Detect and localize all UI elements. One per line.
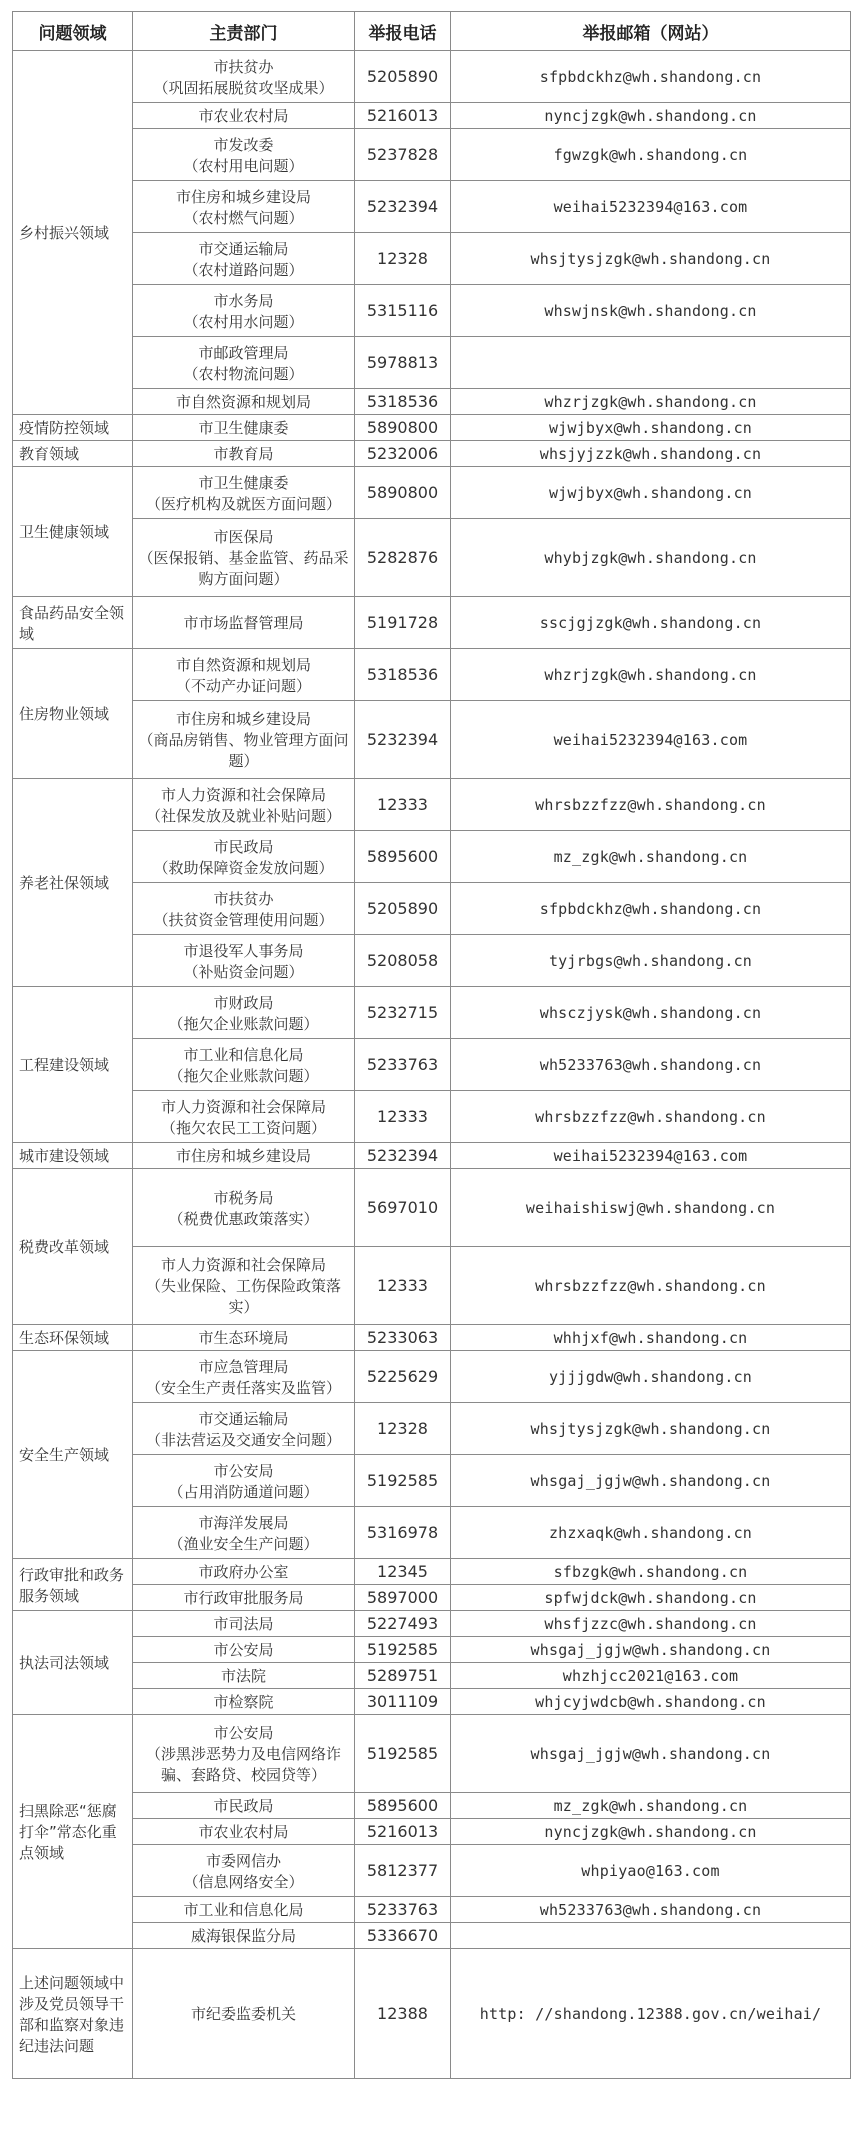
phone-cell: 5216013 <box>355 1819 451 1845</box>
dept-name: 市检察院 <box>213 1693 274 1711</box>
email-cell[interactable]: yjjjgdw@wh.shandong.cn <box>451 1351 851 1403</box>
dept-cell <box>133 1637 355 1663</box>
dept-name: 市退役军人事务局 <box>183 941 304 960</box>
phone-cell: 12328 <box>355 233 451 285</box>
phone-cell: 5978813 <box>355 337 451 389</box>
dept-cell <box>133 181 355 233</box>
dept-name: 市公安局 <box>213 1461 274 1480</box>
email-cell[interactable]: weihaishiswj@wh.shandong.cn <box>451 1169 851 1247</box>
area-cell: 乡村振兴领域 <box>13 51 133 415</box>
table-row <box>13 1455 851 1507</box>
dept-scope: （救助保障资金发放问题） <box>153 858 334 877</box>
phone-cell: 5227493 <box>355 1611 451 1637</box>
phone-cell: 5205890 <box>355 883 451 935</box>
area-cell: 执法司法领域 <box>13 1611 133 1715</box>
phone-cell: 5192585 <box>355 1715 451 1793</box>
table-row <box>13 701 851 779</box>
dept-cell <box>133 1325 355 1351</box>
dept-cell <box>133 831 355 883</box>
phone-cell: 5233063 <box>355 1325 451 1351</box>
phone-cell: 5289751 <box>355 1663 451 1689</box>
table-row <box>13 987 851 1039</box>
dept-scope: （农村物流问题） <box>183 364 304 383</box>
dept-cell <box>133 415 355 441</box>
header-email: 举报邮箱（网站） <box>451 12 851 51</box>
table-row <box>13 1663 851 1689</box>
email-cell[interactable]: whsfjzzc@wh.shandong.cn <box>451 1611 851 1637</box>
dept-cell <box>133 1039 355 1091</box>
table-row <box>13 1091 851 1143</box>
email-cell[interactable]: whrsbzzfzz@wh.shandong.cn <box>451 1247 851 1325</box>
phone-cell: 5282876 <box>355 519 451 597</box>
dept-cell <box>133 1559 355 1585</box>
dept-name: 市工业和信息化局 <box>183 1045 304 1064</box>
dept-cell <box>133 701 355 779</box>
dept-name: 市农业农村局 <box>198 107 289 125</box>
phone-cell: 12388 <box>355 1949 451 2079</box>
email-cell[interactable]: weihai5232394@163.com <box>451 181 851 233</box>
area-cell: 食品药品安全领域 <box>13 597 133 649</box>
dept-name: 市邮政管理局 <box>198 343 289 362</box>
email-cell[interactable]: fgwzgk@wh.shandong.cn <box>451 129 851 181</box>
dept-cell <box>133 1169 355 1247</box>
dept-name: 市自然资源和规划局 <box>175 655 311 674</box>
email-cell[interactable] <box>451 1923 851 1949</box>
table-row <box>13 389 851 415</box>
dept-name: 市自然资源和规划局 <box>175 393 311 411</box>
dept-scope: （不动产办证问题） <box>175 676 311 695</box>
phone-cell: 5895600 <box>355 1793 451 1819</box>
table-row <box>13 415 851 441</box>
email-cell[interactable] <box>451 337 851 389</box>
dept-name: 市海洋发展局 <box>198 1513 289 1532</box>
dept-cell <box>133 1585 355 1611</box>
email-cell[interactable]: whrsbzzfzz@wh.shandong.cn <box>451 1091 851 1143</box>
table-row <box>13 1949 851 2079</box>
dept-scope: （拖欠企业账款问题） <box>168 1014 319 1033</box>
dept-name: 市交通运输局 <box>198 239 289 258</box>
dept-cell <box>133 1793 355 1819</box>
email-cell[interactable]: whjcyjwdcb@wh.shandong.cn <box>451 1689 851 1715</box>
email-cell[interactable]: nyncjzgk@wh.shandong.cn <box>451 1819 851 1845</box>
area-cell: 卫生健康领域 <box>13 467 133 597</box>
email-cell[interactable]: whpiyao@163.com <box>451 1845 851 1897</box>
table-row <box>13 285 851 337</box>
phone-cell: 5697010 <box>355 1169 451 1247</box>
dept-name: 市应急管理局 <box>198 1357 289 1376</box>
phone-cell: 5232394 <box>355 1143 451 1169</box>
phone-cell: 5318536 <box>355 389 451 415</box>
dept-cell <box>133 285 355 337</box>
dept-cell <box>133 467 355 519</box>
email-cell[interactable]: whrsbzzfzz@wh.shandong.cn <box>451 779 851 831</box>
dept-cell <box>133 1689 355 1715</box>
header-dept: 主责部门 <box>133 12 355 51</box>
email-cell[interactable]: zhzxaqk@wh.shandong.cn <box>451 1507 851 1559</box>
dept-scope: （失业保险、工伤保险政策落实） <box>145 1277 341 1316</box>
table-row <box>13 103 851 129</box>
email-cell[interactable]: wjwjbyx@wh.shandong.cn <box>451 415 851 441</box>
phone-cell: 5232394 <box>355 181 451 233</box>
table-row <box>13 1559 851 1585</box>
table-row <box>13 1585 851 1611</box>
dept-cell <box>133 1091 355 1143</box>
dept-name: 市人力资源和社会保障局 <box>160 785 326 804</box>
area-cell: 城市建设领域 <box>13 1143 133 1169</box>
area-cell: 生态环保领域 <box>13 1325 133 1351</box>
dept-scope: （农村道路问题） <box>183 260 304 279</box>
dept-scope: （拖欠农民工工资问题） <box>160 1118 326 1137</box>
dept-cell <box>133 649 355 701</box>
phone-cell: 5237828 <box>355 129 451 181</box>
table-row <box>13 1169 851 1247</box>
dept-cell <box>133 1897 355 1923</box>
dept-scope: （渔业安全生产问题） <box>168 1534 319 1553</box>
dept-scope: （补贴资金问题） <box>183 962 304 981</box>
phone-cell: 12328 <box>355 1403 451 1455</box>
dept-scope: （拖欠企业账款问题） <box>168 1066 319 1085</box>
dept-name: 市水务局 <box>213 291 274 310</box>
dept-cell <box>133 389 355 415</box>
table-row <box>13 1611 851 1637</box>
dept-scope: （涉黑涉恶势力及电信网络诈骗、套路贷、校园贷等） <box>145 1745 341 1784</box>
header-area: 问题领域 <box>13 12 133 51</box>
dept-cell <box>133 779 355 831</box>
dept-name: 市委网信办 <box>205 1851 281 1870</box>
email-cell[interactable]: mz_zgk@wh.shandong.cn <box>451 831 851 883</box>
email-cell[interactable]: whzrjzgk@wh.shandong.cn <box>451 389 851 415</box>
table-row <box>13 337 851 389</box>
dept-scope: （农村燃气问题） <box>183 208 304 227</box>
dept-cell <box>133 935 355 987</box>
phone-cell: 5318536 <box>355 649 451 701</box>
table-row <box>13 1897 851 1923</box>
dept-cell <box>133 103 355 129</box>
phone-cell: 12333 <box>355 1247 451 1325</box>
dept-name: 市人力资源和社会保障局 <box>160 1256 326 1274</box>
phone-cell: 5232715 <box>355 987 451 1039</box>
dept-name: 市纪委监委机关 <box>190 2005 296 2023</box>
dept-scope: （农村用水问题） <box>183 312 304 331</box>
area-cell: 教育领域 <box>13 441 133 467</box>
phone-cell: 5336670 <box>355 1923 451 1949</box>
area-cell: 疫情防控领域 <box>13 415 133 441</box>
email-cell[interactable]: whsgaj_jgjw@wh.shandong.cn <box>451 1455 851 1507</box>
dept-name: 市扶贫办 <box>213 889 274 908</box>
phone-cell: 5192585 <box>355 1455 451 1507</box>
table-row <box>13 1351 851 1403</box>
area-cell: 住房物业领域 <box>13 649 133 779</box>
dept-cell <box>133 1611 355 1637</box>
phone-cell: 5315116 <box>355 285 451 337</box>
phone-cell: 5890800 <box>355 415 451 441</box>
dept-cell <box>133 1247 355 1325</box>
area-cell: 扫黑除恶“惩腐打伞”常态化重点领域 <box>13 1715 133 1949</box>
dept-name: 市教育局 <box>213 445 274 463</box>
email-cell[interactable]: whswjnsk@wh.shandong.cn <box>451 285 851 337</box>
dept-name: 市农业农村局 <box>198 1823 289 1841</box>
email-cell[interactable]: whsjtysjzgk@wh.shandong.cn <box>451 233 851 285</box>
email-cell[interactable]: whzrjzgk@wh.shandong.cn <box>451 649 851 701</box>
dept-cell <box>133 1949 355 2079</box>
table-row <box>13 1507 851 1559</box>
dept-name: 市住房和城乡建设局 <box>175 1147 311 1165</box>
dept-scope: （扶贫资金管理使用问题） <box>153 910 334 929</box>
table-row <box>13 831 851 883</box>
table-row <box>13 51 851 103</box>
phone-cell: 5225629 <box>355 1351 451 1403</box>
table-row <box>13 597 851 649</box>
phone-cell: 3011109 <box>355 1689 451 1715</box>
dept-name: 市工业和信息化局 <box>183 1901 304 1919</box>
table-row <box>13 883 851 935</box>
table-row <box>13 181 851 233</box>
dept-name: 市扶贫办 <box>213 57 274 76</box>
email-cell[interactable]: whsjyjzzk@wh.shandong.cn <box>451 441 851 467</box>
table-row <box>13 519 851 597</box>
dept-name: 市法院 <box>220 1667 266 1685</box>
email-cell[interactable]: wh5233763@wh.shandong.cn <box>451 1039 851 1091</box>
dept-scope: （农村用电问题） <box>183 156 304 175</box>
dept-name: 市司法局 <box>213 1615 274 1633</box>
email-cell[interactable]: wh5233763@wh.shandong.cn <box>451 1897 851 1923</box>
table-row <box>13 1923 851 1949</box>
email-cell[interactable]: http: //shandong.12388.gov.cn/weihai/ <box>451 1949 851 2079</box>
dept-cell <box>133 441 355 467</box>
dept-cell <box>133 1715 355 1793</box>
dept-name: 市市场监督管理局 <box>183 614 304 632</box>
dept-cell <box>133 129 355 181</box>
dept-cell <box>133 883 355 935</box>
email-cell[interactable]: whsjtysjzgk@wh.shandong.cn <box>451 1403 851 1455</box>
table-row <box>13 233 851 285</box>
area-cell: 安全生产领域 <box>13 1351 133 1559</box>
email-cell[interactable]: weihai5232394@163.com <box>451 701 851 779</box>
dept-name: 市税务局 <box>213 1188 274 1207</box>
email-cell[interactable]: weihai5232394@163.com <box>451 1143 851 1169</box>
phone-cell: 5192585 <box>355 1637 451 1663</box>
phone-cell: 12345 <box>355 1559 451 1585</box>
email-cell[interactable]: whsgaj_jgjw@wh.shandong.cn <box>451 1637 851 1663</box>
dept-scope: （信息网络安全） <box>183 1872 304 1891</box>
table-row <box>13 441 851 467</box>
table-row <box>13 1793 851 1819</box>
phone-cell: 5205890 <box>355 51 451 103</box>
dept-scope: （非法营运及交通安全问题） <box>145 1430 341 1449</box>
email-cell[interactable]: wjwjbyx@wh.shandong.cn <box>451 467 851 519</box>
dept-cell <box>133 1143 355 1169</box>
phone-cell: 5316978 <box>355 1507 451 1559</box>
email-cell[interactable]: whsgaj_jgjw@wh.shandong.cn <box>451 1715 851 1793</box>
dept-scope: （巩固拓展脱贫攻坚成果） <box>153 78 334 97</box>
email-cell[interactable]: mz_zgk@wh.shandong.cn <box>451 1793 851 1819</box>
dept-cell <box>133 1403 355 1455</box>
email-cell[interactable]: spfwjdck@wh.shandong.cn <box>451 1585 851 1611</box>
dept-name: 市生态环境局 <box>198 1329 289 1347</box>
email-cell[interactable]: whybjzgk@wh.shandong.cn <box>451 519 851 597</box>
phone-cell: 5890800 <box>355 467 451 519</box>
email-cell[interactable]: whhjxf@wh.shandong.cn <box>451 1325 851 1351</box>
area-cell: 上述问题领域中涉及党员领导干部和监察对象违纪违法问题 <box>13 1949 133 2079</box>
phone-cell: 12333 <box>355 1091 451 1143</box>
dept-cell <box>133 1845 355 1897</box>
table-row <box>13 1845 851 1897</box>
dept-cell <box>133 1819 355 1845</box>
table-row <box>13 1403 851 1455</box>
email-cell[interactable]: sscjgjzgk@wh.shandong.cn <box>451 597 851 649</box>
phone-cell: 5232006 <box>355 441 451 467</box>
dept-scope: （占用消防通道问题） <box>168 1482 319 1501</box>
phone-cell: 5233763 <box>355 1039 451 1091</box>
table-row <box>13 129 851 181</box>
table-row <box>13 1247 851 1325</box>
dept-cell <box>133 1923 355 1949</box>
dept-name: 市民政局 <box>213 837 274 856</box>
phone-cell: 5191728 <box>355 597 451 649</box>
dept-name: 威海银保监分局 <box>190 1927 296 1945</box>
table-row <box>13 935 851 987</box>
phone-cell: 5232394 <box>355 701 451 779</box>
header-phone: 举报电话 <box>355 12 451 51</box>
dept-name: 市住房和城乡建设局 <box>175 187 311 206</box>
dept-cell <box>133 1663 355 1689</box>
dept-name: 市发改委 <box>213 135 274 154</box>
dept-name: 市住房和城乡建设局 <box>175 710 311 728</box>
phone-cell: 5233763 <box>355 1897 451 1923</box>
dept-cell <box>133 337 355 389</box>
area-cell: 行政审批和政务服务领域 <box>13 1559 133 1611</box>
table-row <box>13 1819 851 1845</box>
dept-cell <box>133 597 355 649</box>
dept-cell <box>133 987 355 1039</box>
dept-name: 市卫生健康委 <box>198 419 289 437</box>
dept-scope: （安全生产责任落实及监管） <box>145 1378 341 1397</box>
dept-name: 市民政局 <box>213 1797 274 1815</box>
dept-scope: （社保发放及就业补贴问题） <box>145 806 341 825</box>
area-cell: 税费改革领域 <box>13 1169 133 1325</box>
email-cell[interactable]: nyncjzgk@wh.shandong.cn <box>451 103 851 129</box>
reporting-contacts-table <box>12 11 851 2079</box>
area-cell: 养老社保领域 <box>13 779 133 987</box>
dept-name: 市医保局 <box>213 528 274 546</box>
dept-name: 市行政审批服务局 <box>183 1589 304 1607</box>
email-cell[interactable]: sfpbdckhz@wh.shandong.cn <box>451 51 851 103</box>
table-row <box>13 1143 851 1169</box>
phone-cell: 5216013 <box>355 103 451 129</box>
phone-cell: 5812377 <box>355 1845 451 1897</box>
dept-cell <box>133 519 355 597</box>
dept-name: 市政府办公室 <box>198 1563 289 1581</box>
table-row <box>13 1637 851 1663</box>
dept-name: 市交通运输局 <box>198 1409 289 1428</box>
email-cell[interactable]: tyjrbgs@wh.shandong.cn <box>451 935 851 987</box>
dept-cell <box>133 1351 355 1403</box>
dept-cell <box>133 233 355 285</box>
area-cell: 工程建设领域 <box>13 987 133 1143</box>
dept-scope: （医保报销、基金监管、药品采购方面问题） <box>138 549 349 588</box>
email-cell[interactable]: whsczjysk@wh.shandong.cn <box>451 987 851 1039</box>
table-row <box>13 1715 851 1793</box>
dept-cell <box>133 1507 355 1559</box>
dept-name: 市人力资源和社会保障局 <box>160 1097 326 1116</box>
phone-cell: 5895600 <box>355 831 451 883</box>
email-cell[interactable]: whzhjcc2021@163.com <box>451 1663 851 1689</box>
phone-cell: 5897000 <box>355 1585 451 1611</box>
email-cell[interactable]: sfbzgk@wh.shandong.cn <box>451 1559 851 1585</box>
dept-scope: （医疗机构及就医方面问题） <box>145 494 341 513</box>
dept-cell <box>133 1455 355 1507</box>
phone-cell: 12333 <box>355 779 451 831</box>
dept-scope: （商品房销售、物业管理方面问题） <box>138 731 349 770</box>
header-row <box>13 12 851 51</box>
dept-name: 市公安局 <box>213 1641 274 1659</box>
table-row <box>13 649 851 701</box>
dept-name: 市卫生健康委 <box>198 473 289 492</box>
dept-name: 市财政局 <box>213 993 274 1012</box>
table-row <box>13 779 851 831</box>
table-row <box>13 1039 851 1091</box>
dept-name: 市公安局 <box>213 1724 274 1742</box>
dept-scope: （税费优惠政策落实） <box>168 1209 319 1228</box>
table-body <box>13 51 851 2079</box>
table-row <box>13 467 851 519</box>
table-row <box>13 1689 851 1715</box>
email-cell[interactable]: sfpbdckhz@wh.shandong.cn <box>451 883 851 935</box>
dept-cell <box>133 51 355 103</box>
table-row <box>13 1325 851 1351</box>
phone-cell: 5208058 <box>355 935 451 987</box>
